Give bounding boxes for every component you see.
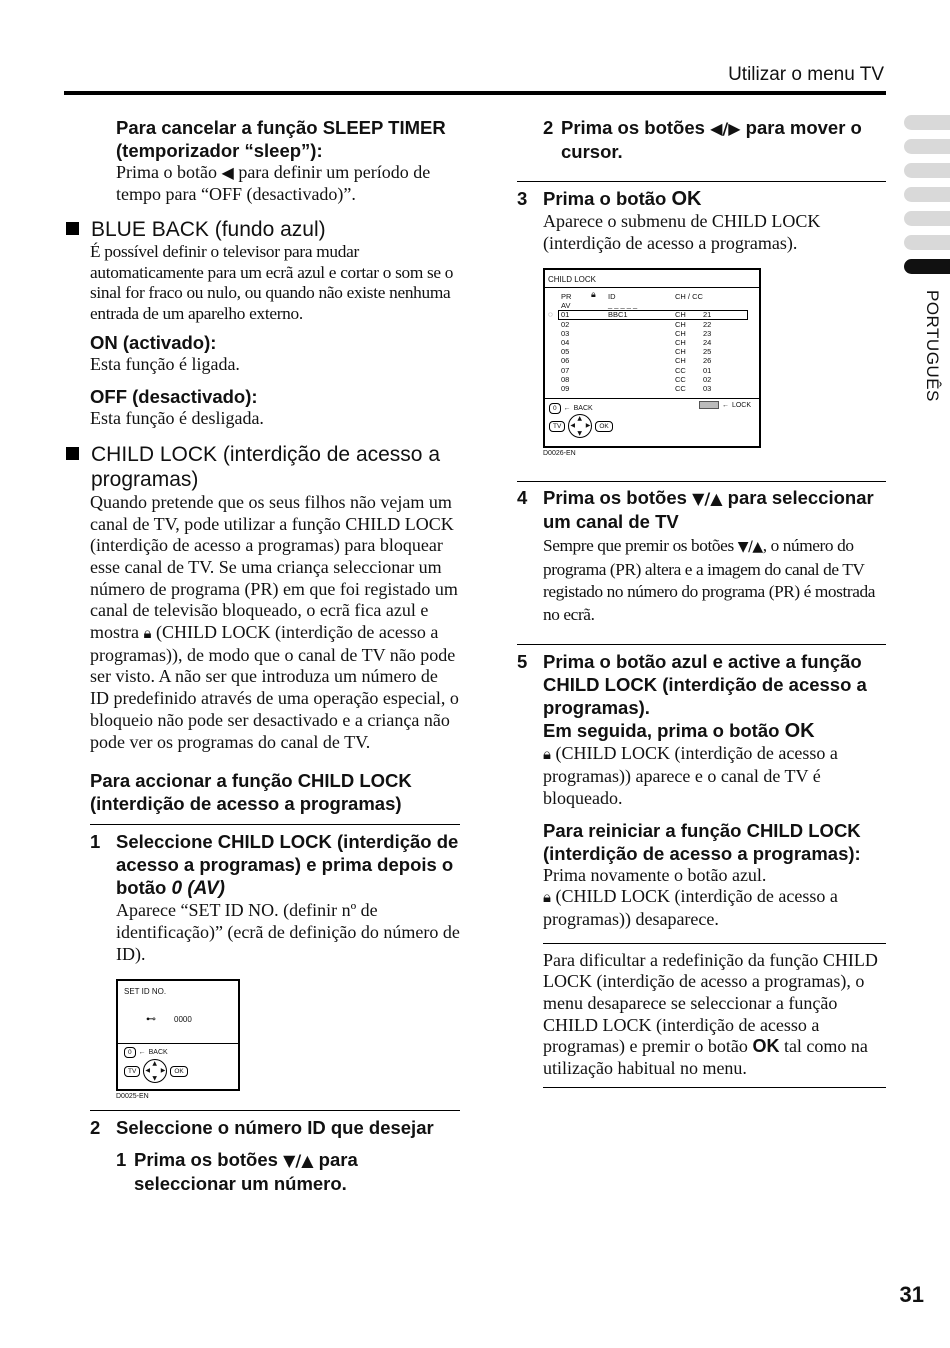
step-2-text: Seleccione o número ID que desejar (116, 1117, 434, 1139)
channel-num: 22 (703, 319, 712, 329)
divider (517, 644, 886, 645)
step-3-desc: Aparece o submenu de CHILD LOCK (interdição de acesso a programas). (543, 211, 821, 253)
step-4-text: Prima os botões ▼/▲ para seleccionar um canal de TV (543, 487, 874, 533)
dpad-icon: ▲ ▼ ◀ ▶ (145, 1060, 166, 1083)
substep-2-text: Prima os botões ◀/▶ para mover o cursor. (561, 117, 862, 162)
channel-pr: 02 (561, 319, 570, 329)
lock-marker-icon: ◌ (548, 310, 553, 320)
channel-row[interactable] (561, 347, 741, 356)
lock-icon: 🔒︎ (543, 745, 551, 764)
channel-num: 02 (703, 374, 712, 384)
channel-pr: 05 (561, 347, 570, 357)
channel-num: 03 (703, 383, 712, 393)
substep-number: 2 (543, 117, 554, 138)
channel-num: 01 (703, 365, 712, 375)
channel-row[interactable] (561, 356, 741, 365)
channel-num: 23 (703, 328, 712, 338)
step-5 (517, 650, 886, 930)
channel-type: CH (675, 319, 686, 329)
channel-row[interactable] (561, 384, 741, 393)
channel-row[interactable] (561, 366, 741, 375)
channel-type: CC (675, 365, 686, 375)
substep-2 (517, 116, 886, 163)
substep-1-text: Prima os botões ▼/▲ para seleccionar um número. (134, 1149, 358, 1195)
divider (90, 824, 460, 825)
channel-type: CH (675, 356, 686, 366)
channel-row[interactable] (561, 338, 741, 347)
off-label: OFF (desactivado): (90, 386, 258, 408)
id-dashes: _ _ _ _ _ (608, 300, 638, 310)
av-button-glyph: 0 (AV) (171, 878, 225, 900)
back-control: 0 ← BACK (549, 403, 593, 414)
channel-type: CC (675, 383, 686, 393)
channel-pr: 09 (561, 383, 570, 393)
channel-num: 25 (703, 347, 712, 357)
down-up-arrows-icon: ▼/▲ (283, 1151, 314, 1171)
ok-button-glyph: OK (784, 720, 815, 743)
step-number: 5 (517, 651, 528, 673)
ok-button-glyph: OK (671, 188, 702, 210)
language-label: PORTUGUÊS (923, 290, 942, 402)
child-lock-text: Quando pretende que os seus filhos não vejam um canal de TV, pode utilizar a função CHILD LOCK (interdição de acesso a programas) para bloquear esse canal de TV. Se uma criança seleccionar um número de programa (PR) em que foi registado um canal de televisão bloqueado, o ecrã fica azul e mostra 🔒︎ (CHILD LOCK (interdição de acesso a programas)), de modo que o canal de TV não pode ser visto. A não ser que introduza um número de ID predefinido através de uma operação especial, o bloqueio não pode ser desactivado e a criança não pode ver os programas do canal de TV. (90, 491, 459, 752)
left-arrow-icon: ◀ (221, 163, 234, 182)
substep-number: 1 (116, 1149, 127, 1171)
channel-row[interactable] (561, 375, 741, 384)
page-header-title: Utilizar o menu TV (728, 64, 884, 85)
col-id: ID (608, 292, 616, 302)
screen-divider (118, 1043, 238, 1044)
on-text: Esta função é ligada. (90, 354, 240, 375)
header-rule (64, 91, 886, 95)
step-1 (90, 830, 460, 1100)
blue-back-title: BLUE BACK (fundo azul) (64, 217, 460, 242)
channel-pr: 07 (561, 365, 570, 375)
ok-button-glyph: OK (752, 1036, 780, 1057)
step-3 (517, 187, 886, 457)
activate-heading: Para accionar a função CHILD LOCK (interdição de acesso a programas) (90, 770, 412, 815)
channel-pr: 06 (561, 356, 570, 366)
channel-num: 26 (703, 356, 712, 366)
down-up-arrows-icon: ▼/▲ (692, 489, 723, 509)
channel-row[interactable] (561, 329, 741, 338)
channel-row[interactable] (561, 310, 741, 319)
step-5-desc: 🔒︎ (CHILD LOCK (interdição de acesso a programas)) aparece e o canal de TV é bloqueado. (543, 743, 838, 808)
channel-type: CH (675, 328, 686, 338)
divider (543, 1087, 886, 1088)
divider (517, 181, 886, 182)
right-column (517, 116, 886, 1088)
channel-num: 21 (703, 310, 712, 320)
lock-control: ← LOCK (699, 401, 751, 409)
step-number: 1 (90, 831, 101, 853)
channel-type: CH (675, 347, 686, 357)
channel-pr: 08 (561, 374, 570, 384)
set-id-screen (116, 979, 240, 1091)
channel-id: BBC1 (608, 310, 628, 320)
channel-num: 24 (703, 337, 712, 347)
blue-back-text: É possível definir o televisor para mudar automaticamente para um ecrã azul e cortar o som se o sinal for fraco ou nulo, ou quando não existe nenhuma entrada de um aparelho externo. (90, 242, 454, 323)
step-1-text: Seleccione CHILD LOCK (interdição de acesso a programas) e prima depois o botão 0 (AV) (116, 831, 459, 900)
down-up-arrows-icon: ▼/▲ (737, 539, 763, 556)
reset-heading: Para reiniciar a função CHILD LOCK (interdição de acesso a programas): (543, 819, 861, 864)
bullet-square-icon (66, 222, 79, 235)
step-3-text: Prima o botão OK (543, 188, 702, 210)
channel-type: CH (675, 337, 686, 347)
off-text: Esta função é desligada. (90, 408, 264, 429)
child-lock-screen (543, 268, 761, 448)
channel-row[interactable] (561, 320, 741, 329)
reset-text2: 🔒︎ (CHILD LOCK (interdição de acesso a programas)) desaparece. (543, 886, 838, 929)
child-lock-title: CHILD LOCK (interdição de acesso a programas) (64, 442, 460, 492)
channel-type: CC (675, 374, 686, 384)
lock-icon: 🔒︎ (591, 290, 596, 301)
av-row: AV (561, 301, 571, 311)
screen-code: D0025-EN (116, 1093, 149, 1101)
substep-1 (90, 1148, 460, 1195)
id-value: 0000 (174, 1015, 192, 1025)
lock-icon: 🔒︎ (543, 888, 551, 907)
side-tab (904, 187, 950, 202)
note-text: Para dificultar a redefinição da função CHILD LOCK (interdição de acesso a programas), o menu desaparece se seleccionar a função CHILD LOCK (interdição de acesso a programas) e premir o botão OK tal como na utilização habitual no menu. (543, 949, 878, 1079)
side-tab (904, 235, 950, 250)
step-4 (517, 486, 886, 626)
back-control: 0 ← BACK (124, 1047, 168, 1058)
channel-pr: 03 (561, 328, 570, 338)
screen-code: D0026-EN (543, 450, 576, 458)
blue-key-icon (699, 401, 719, 409)
step-1-desc: Aparece “SET ID NO. (definir nº de identificação)” (ecrã de definição do número de ID). (116, 900, 460, 964)
divider (517, 481, 886, 482)
left-column (64, 116, 460, 1195)
nav-control: TV ▲ ▼ ◀ ▶ OK (124, 1059, 188, 1083)
lock-icon: 🔒︎ (143, 624, 152, 643)
side-tab (904, 163, 950, 178)
channel-pr: 04 (561, 337, 570, 347)
step-5-text: Prima o botão azul e active a função CHILD LOCK (interdição de acesso a programas). (543, 651, 867, 719)
nav-control: TV ▲ ▼ ◀ ▶ OK (549, 414, 613, 438)
channel-pr: 01 (561, 310, 570, 320)
col-pr: PR (561, 292, 572, 302)
screen-title: CHILD LOCK (548, 275, 597, 285)
dpad-icon: ▲ ▼ ◀ ▶ (570, 415, 591, 438)
reset-text1: Prima novamente o botão azul. (543, 864, 767, 885)
sleep-cancel-heading: Para cancelar a função SLEEP TIMER (temporizador “sleep”): (116, 117, 446, 161)
side-tab (904, 211, 950, 226)
side-tabs (904, 115, 950, 283)
channel-type: CH (675, 310, 686, 320)
step-number: 4 (517, 487, 528, 509)
step-2 (90, 1116, 460, 1139)
step-number: 3 (517, 188, 528, 209)
key-icon: ⊷ (146, 1014, 156, 1026)
left-right-arrows-icon: ◀/▶ (710, 119, 741, 138)
screen-divider (545, 398, 759, 399)
divider (90, 1110, 460, 1111)
step-number: 2 (90, 1117, 101, 1139)
sleep-cancel-text: Prima o botão ◀ para definir um período de tempo para “OFF (desactivado)”. (116, 162, 431, 204)
page-number: 31 (899, 1282, 924, 1307)
divider (543, 943, 886, 944)
channel-table (561, 310, 741, 393)
side-tab (904, 115, 950, 130)
side-tab-active (904, 259, 950, 274)
bullet-square-icon (66, 447, 79, 460)
step-4-desc: Sempre que premir os botões ▼/▲, o número do programa (PR) altera e a imagem do canal de TV registado no número do programa (PR) é mostrada no ecrã. (543, 536, 876, 624)
screen-title: SET ID NO. (124, 987, 167, 997)
on-label: ON (activado): (90, 332, 217, 354)
screen-divider (545, 287, 759, 288)
step-5-text2: Em seguida, prima o botão OK (543, 720, 815, 743)
col-ch: CH / CC (675, 292, 703, 302)
side-tab (904, 139, 950, 154)
